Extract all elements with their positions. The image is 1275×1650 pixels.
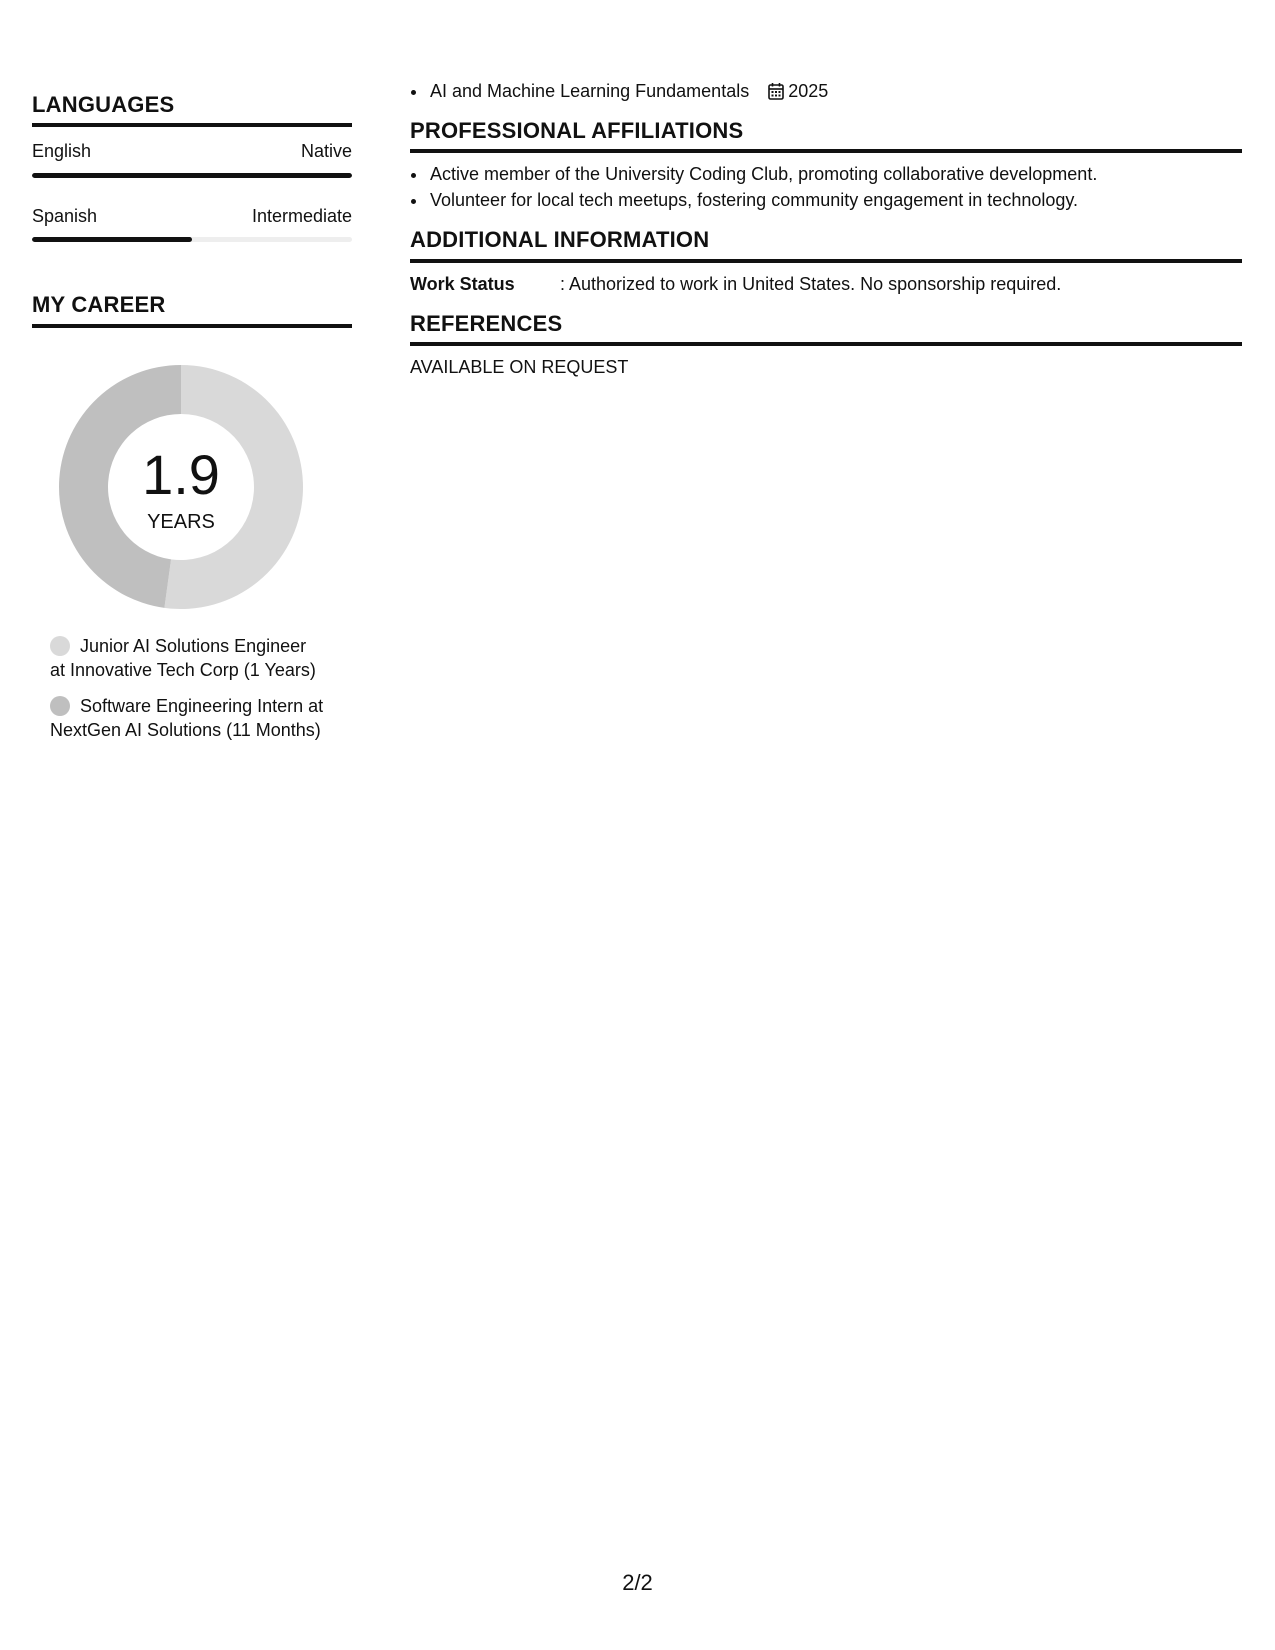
language-name: Spanish	[32, 205, 98, 226]
references-text: AVAILABLE ON REQUEST	[410, 356, 629, 377]
legend-swatch	[50, 696, 70, 716]
right-column	[410, 78, 1242, 380]
career-total-unit: YEARS	[147, 511, 215, 534]
work-status-value: : Authorized to work in United States. No sponsorship required.	[560, 273, 1062, 294]
affiliations-section	[410, 118, 1242, 213]
affiliations-heading: PROFESSIONAL AFFILIATIONS	[410, 118, 1242, 153]
legend-swatch	[50, 636, 70, 656]
additional-info-heading: ADDITIONAL INFORMATION	[410, 227, 1242, 262]
language-level: Intermediate	[251, 205, 352, 226]
additional-info-section	[410, 227, 1242, 296]
language-proficiency-bar	[32, 237, 352, 242]
language-name: English	[32, 141, 92, 162]
career-total-value: 1.9	[142, 443, 220, 507]
language-item-english	[32, 141, 352, 178]
certification-name: AI and Machine Learning Fundamentals	[430, 81, 750, 101]
career-heading: MY CAREER	[32, 292, 352, 327]
work-status-label: Work Status	[410, 273, 515, 294]
language-proficiency-fill	[32, 173, 352, 178]
languages-heading: LANGUAGES	[32, 92, 352, 127]
legend-label: Software Engineering Intern at NextGen AI Solutions (11 Months)	[50, 695, 324, 740]
language-list	[32, 141, 352, 242]
donut-center	[56, 362, 306, 612]
affiliation-item: • Volunteer for local tech meetups, fostering community engagement in technology.	[428, 187, 1242, 213]
career-donut-chart	[56, 362, 306, 612]
certification-list	[410, 78, 1242, 104]
language-item-spanish	[32, 206, 352, 243]
legend-item	[50, 694, 325, 742]
languages-section	[32, 92, 352, 242]
certification-year: 2025	[788, 81, 829, 101]
affiliations-list	[410, 161, 1242, 213]
career-legend	[50, 634, 325, 742]
affiliation-item: • Active member of the University Coding Club, promoting collaborative development.	[428, 161, 1242, 187]
legend-label: Junior AI Solutions Engineer at Innovative Tech Corp (1 Years)	[50, 635, 316, 680]
page-number: 2/2	[622, 1570, 653, 1595]
calendar-icon	[768, 82, 784, 100]
references-section	[410, 311, 1242, 380]
left-column	[32, 92, 352, 754]
language-proficiency-bar	[32, 173, 352, 178]
language-level: Native	[300, 141, 352, 162]
work-status-row	[410, 271, 1242, 297]
legend-item	[50, 634, 325, 682]
certification-item	[428, 78, 1242, 104]
career-section	[32, 292, 352, 741]
references-heading: REFERENCES	[410, 311, 1242, 346]
language-proficiency-fill	[32, 237, 192, 242]
